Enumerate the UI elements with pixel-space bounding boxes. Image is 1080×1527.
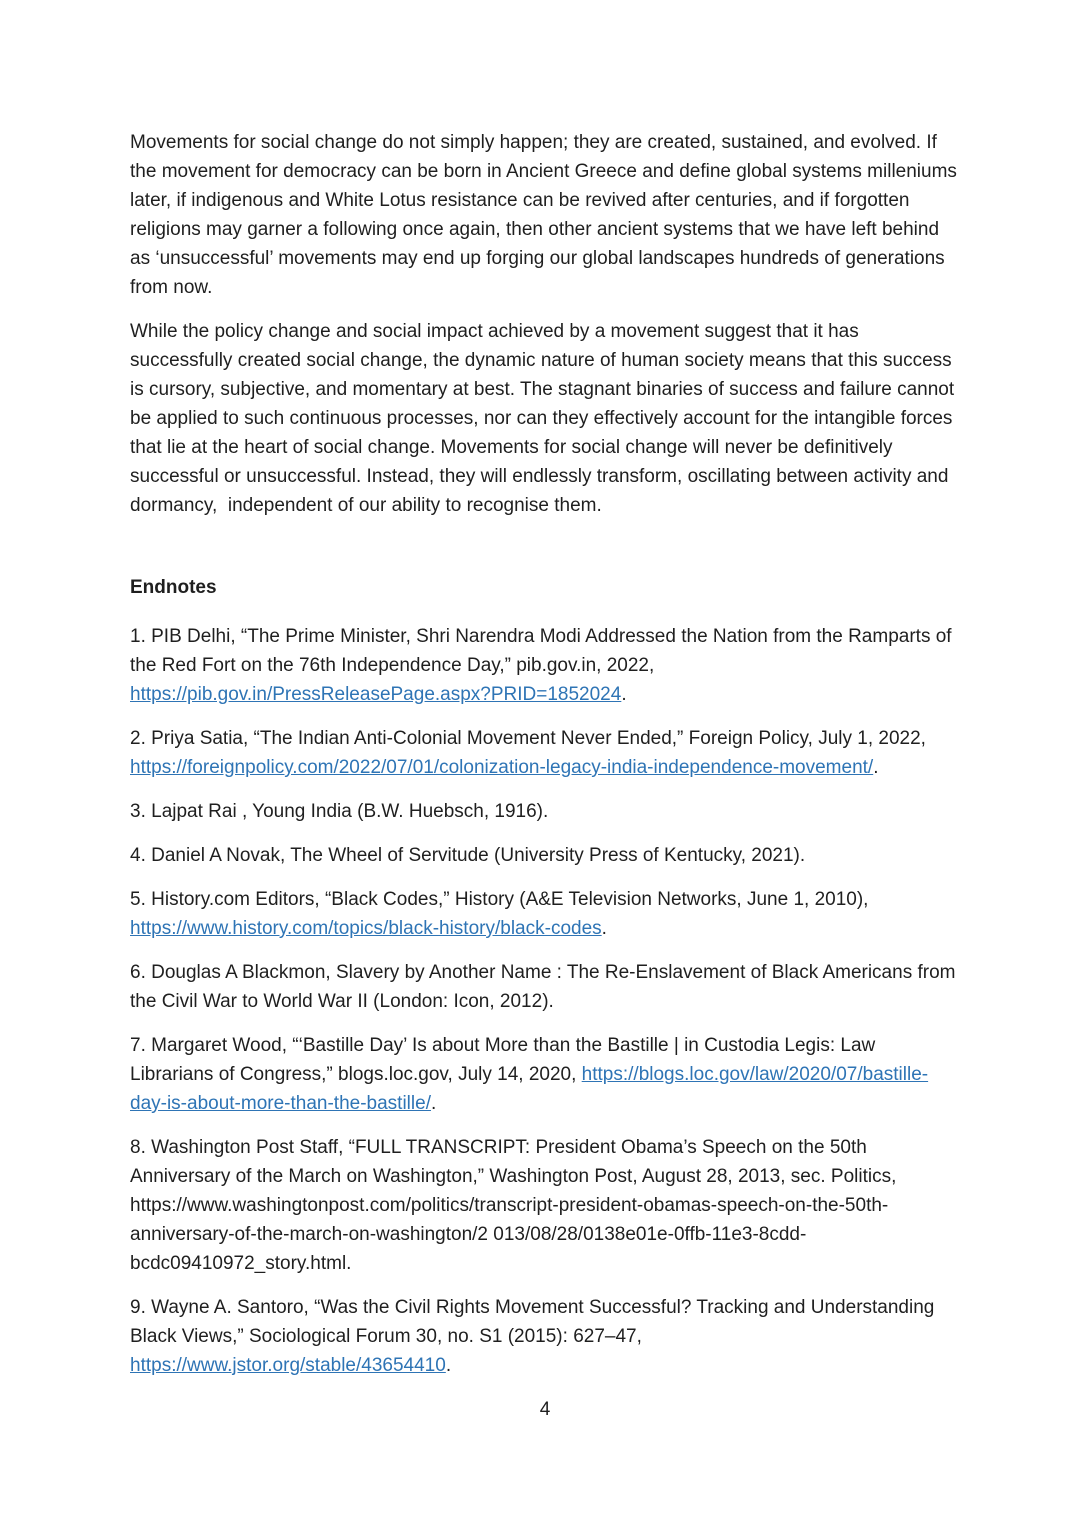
endnote-link[interactable]: https://blogs.loc.gov/law/2020/07/bastille-day-is-about-more-than-the-bastille/ — [130, 1064, 929, 1114]
endnotes-heading: Endnotes — [130, 577, 217, 598]
endnote-text: 7. Margaret Wood, “‘Bastille Day’ Is about More than the Bastille | in Custodia Legis: Law Librarians of Congress,” blogs.loc.gov, July 14, 2020, — [130, 1035, 876, 1085]
endnote-item-1 — [130, 622, 960, 709]
endnote-link[interactable]: https://www.history.com/topics/black-history/black-codes — [130, 918, 602, 939]
endnote-text: . — [601, 918, 607, 939]
endnote-text: 4. Daniel A Novak, The Wheel of Servitude (University Press of Kentucky, 2021). — [130, 845, 806, 866]
endnote-item-9 — [130, 1293, 960, 1380]
endnote-text: . — [430, 1093, 437, 1114]
body-paragraph-2: While the policy change and social impact achieved by a movement suggest that it has successfully created social change, the dynamic nature of human society means that this success is cursory, subjective, and momentary at best. The stagnant binaries of success and failure cannot be applied to such continuous processes, nor can they effectively account for the intangible forces that lie at the heart of social change. Movements for social change will never be definitively successful or unsuccessful. Instead, they will endlessly transform, oscillating between activity and dormancy, independent of our ability to recognise them. — [130, 321, 960, 516]
endnote-text: 5. History.com Editors, “Black Codes,” History (A&E Television Networks, June 1, 2010), — [130, 889, 869, 910]
endnotes-list — [130, 622, 960, 1380]
endnote-link[interactable]: https://foreignpolicy.com/2022/07/01/colonization-legacy-india-independence-movement/ — [130, 757, 874, 778]
endnote-text: . — [873, 757, 879, 778]
endnote-text: 1. PIB Delhi, “The Prime Minister, Shri Narendra Modi Addressed the Nation from the Ramparts of the Red Fort on the 76th Independence Day,” pib.gov.in, 2022, — [130, 626, 952, 676]
endnote-text: 3. Lajpat Rai , Young India (B.W. Huebsch, 1916). — [130, 801, 549, 822]
endnote-item-8 — [130, 1133, 960, 1278]
page-number: 4 — [539, 1399, 551, 1420]
endnote-item-2 — [130, 724, 960, 782]
endnote-link[interactable]: https://www.jstor.org/stable/43654410 — [130, 1355, 446, 1376]
endnote-item-4 — [130, 841, 960, 870]
endnote-text: 8. Washington Post Staff, “FULL TRANSCRIPT: President Obama’s Speech on the 50th Anniversary of the March on Washington,” Washington Post, August 28, 2013, sec. Politics, https://www.washingtonpost.com/politics/transcript-president-obamas-speech-on-the-50th-anniversary-of-the-march-on-washington/2 013/08/28/0138e01e-0ffb-11e3-8cdd-bcdc09410972_story.html. — [130, 1137, 897, 1274]
body-paragraph-1: Movements for social change do not simply happen; they are created, sustained, and evolved. If the movement for democracy can be born in Ancient Greece and define global systems milleniums later, if indigenous and White Lotus resistance can be revived after centuries, and if forgotten religions may garner a following once again, then other ancient systems that we have left behind as ‘unsuccessful’ movements may end up forging our global landscapes hundreds of generations from now. — [130, 132, 963, 298]
endnote-item-7 — [130, 1031, 960, 1118]
endnote-link[interactable]: https://pib.gov.in/PressReleasePage.aspx?PRID=1852024 — [130, 684, 622, 705]
endnote-text: 6. Douglas A Blackmon, Slavery by Another Name : The Re-Enslavement of Black Americans from the Civil War to World War II (London: Icon, 2012). — [130, 962, 956, 1012]
endnote-text: . — [621, 684, 627, 705]
endnote-text: 9. Wayne A. Santoro, “Was the Civil Rights Movement Successful? Tracking and Understanding Black Views,” Sociological Forum 30, no. S1 (2015): 627–47, — [130, 1297, 935, 1347]
endnote-item-3 — [130, 797, 960, 826]
endnote-text: . — [445, 1355, 452, 1376]
endnote-item-5 — [130, 885, 960, 943]
endnote-item-6 — [130, 958, 960, 1016]
endnote-text: 2. Priya Satia, “The Indian Anti-Colonial Movement Never Ended,” Foreign Policy, July 1, 2022, — [130, 728, 926, 749]
